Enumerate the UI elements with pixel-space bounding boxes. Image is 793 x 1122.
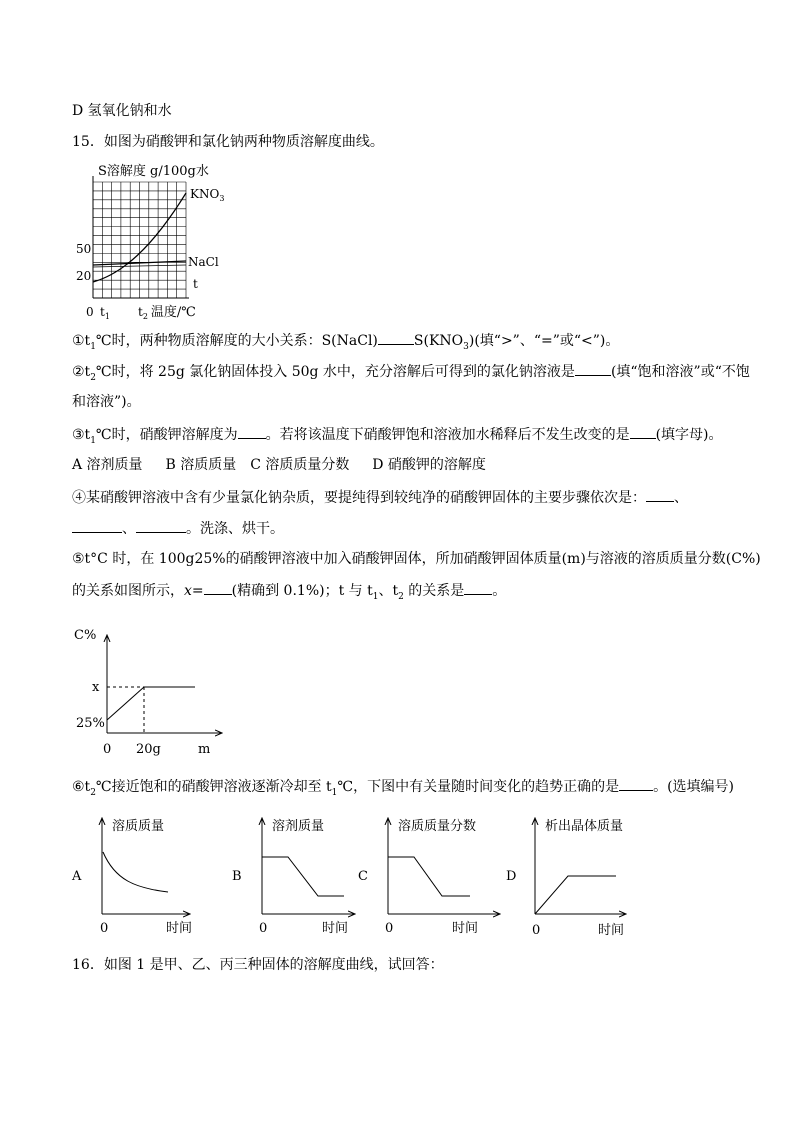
answer-blank[interactable] bbox=[136, 518, 186, 533]
y-tick-x: x bbox=[92, 680, 100, 695]
trend-curve bbox=[535, 876, 616, 914]
graph-letter: B bbox=[232, 869, 242, 884]
graph1-ylabel: S溶解度 g/100g水 bbox=[98, 164, 209, 179]
graph2-xlabel: m bbox=[198, 742, 211, 757]
answer-blank[interactable] bbox=[72, 518, 122, 533]
graph1-grid bbox=[93, 182, 186, 298]
answer-blank[interactable] bbox=[464, 580, 492, 595]
kno3-label: $KNO_3$ bbox=[190, 187, 225, 203]
q15-statement-1: $①t_1℃$时，两种物质溶解度的大小关系：S(NaCl) $S(KNO_3)$(填“>”、“=”或“<”)。 bbox=[72, 330, 619, 357]
graph-letter: C bbox=[358, 869, 368, 884]
graph-zero: 0 bbox=[100, 921, 109, 936]
q15-stem: 15．如图为硝酸钾和氯化钠两种物质溶解度曲线。 bbox=[72, 134, 384, 150]
graph-title: 溶质质量 bbox=[112, 819, 165, 834]
q15-statement-3: $③t_1℃$时，硝酸钾溶解度为 。若将该温度下硝酸钾饱和溶液加水稀释后不发生改变的是 (填字母)。 bbox=[72, 424, 723, 451]
graph-title: 溶质质量分数 bbox=[398, 819, 477, 834]
answer-blank[interactable] bbox=[575, 361, 611, 376]
q15-statement-2-cont: 和溶液”)。 bbox=[72, 394, 141, 410]
graph-letter: D bbox=[506, 869, 517, 884]
concentration-mass-graph bbox=[72, 623, 232, 763]
y-tick-20: 20 bbox=[76, 269, 92, 283]
q15-statement-6: $⑥t_2℃$接近饱和的硝酸钾溶液逐渐冷却至 $t_1℃$，下图中有关量随时间变化的趋势正确的是 。(选填编号) bbox=[72, 776, 734, 803]
graph-zero: 0 bbox=[532, 923, 541, 938]
answer-blank[interactable] bbox=[204, 580, 232, 595]
graph2-ylabel: C% bbox=[74, 628, 97, 643]
q15-statement-3-options: A 溶剂质量 B 溶质质量 C 溶质质量分数 D 硝酸钾的溶解度 bbox=[72, 457, 486, 473]
trend-curve bbox=[262, 857, 344, 896]
trend-graph-d[interactable] bbox=[506, 818, 626, 938]
q15-statement-5-cont: 的关系如图所示，x= (精确到 0.1%)；t 与 $t_1$、$t_2$ 的关系是 。 bbox=[72, 580, 506, 607]
t2-tick-label: $t_2$ 温度/℃ bbox=[138, 305, 196, 321]
graph-title: 溶剂质量 bbox=[272, 819, 325, 834]
nacl-label: NaCl bbox=[188, 255, 219, 269]
answer-blank[interactable] bbox=[630, 424, 656, 439]
trend-graph-b[interactable] bbox=[232, 818, 355, 936]
rising-line bbox=[107, 687, 144, 720]
q16-stem: 16．如图 1 是甲、乙、丙三种固体的溶解度曲线，试回答： bbox=[72, 957, 444, 973]
y-tick-50: 50 bbox=[76, 242, 92, 256]
answer-blank[interactable] bbox=[646, 487, 674, 502]
trend-curve bbox=[103, 852, 168, 892]
t1-tick-label: $t_1$ bbox=[100, 305, 110, 321]
t-axis-label: t bbox=[193, 277, 198, 291]
graph-zero: 0 bbox=[259, 921, 268, 936]
y-tick-25: 25% bbox=[76, 716, 105, 731]
graph-time: 时间 bbox=[322, 921, 349, 936]
graph-time: 时间 bbox=[452, 921, 479, 936]
answer-blank[interactable] bbox=[378, 330, 414, 345]
graph-zero: 0 bbox=[385, 921, 394, 936]
trend-graph-c[interactable] bbox=[358, 818, 500, 936]
trend-graph-a[interactable] bbox=[71, 818, 192, 936]
q15-statement-2: $②t_2℃$时，将 25g 氯化钠固体投入 50g 水中，充分溶解后可得到的氯化钠溶液是 (填“饱和溶液”或“不饱 bbox=[72, 361, 750, 388]
q15-statement-4-cont: 、 。洗涤、烘干。 bbox=[72, 518, 284, 539]
q15-statement-5: ⑤t°C 时，在 100g25%的硝酸钾溶液中加入硝酸钾固体，所加硝酸钾固体质量(m)与溶液的溶质质量分数(C%) bbox=[72, 551, 761, 567]
q15-statement-4: ④某硝酸钾溶液中含有少量氯化钠杂质，要提纯得到较纯净的硝酸钾固体的主要步骤依次是： 、 bbox=[72, 487, 688, 508]
trend-graphs bbox=[60, 810, 650, 940]
graph2-origin: 0 bbox=[103, 742, 112, 757]
graph-title: 析出晶体质量 bbox=[545, 819, 624, 834]
graph-time: 时间 bbox=[166, 921, 193, 936]
answer-blank[interactable] bbox=[619, 776, 653, 791]
graph-letter: A bbox=[72, 869, 82, 884]
trend-curve bbox=[388, 857, 470, 896]
graph1-origin: 0 bbox=[86, 305, 94, 319]
graph-time: 时间 bbox=[598, 923, 625, 938]
x-tick-20g: 20g bbox=[136, 742, 161, 757]
q14-option-d: D 氢氧化钠和水 bbox=[72, 103, 172, 119]
answer-blank[interactable] bbox=[238, 424, 266, 439]
solubility-curve-graph bbox=[72, 158, 232, 328]
